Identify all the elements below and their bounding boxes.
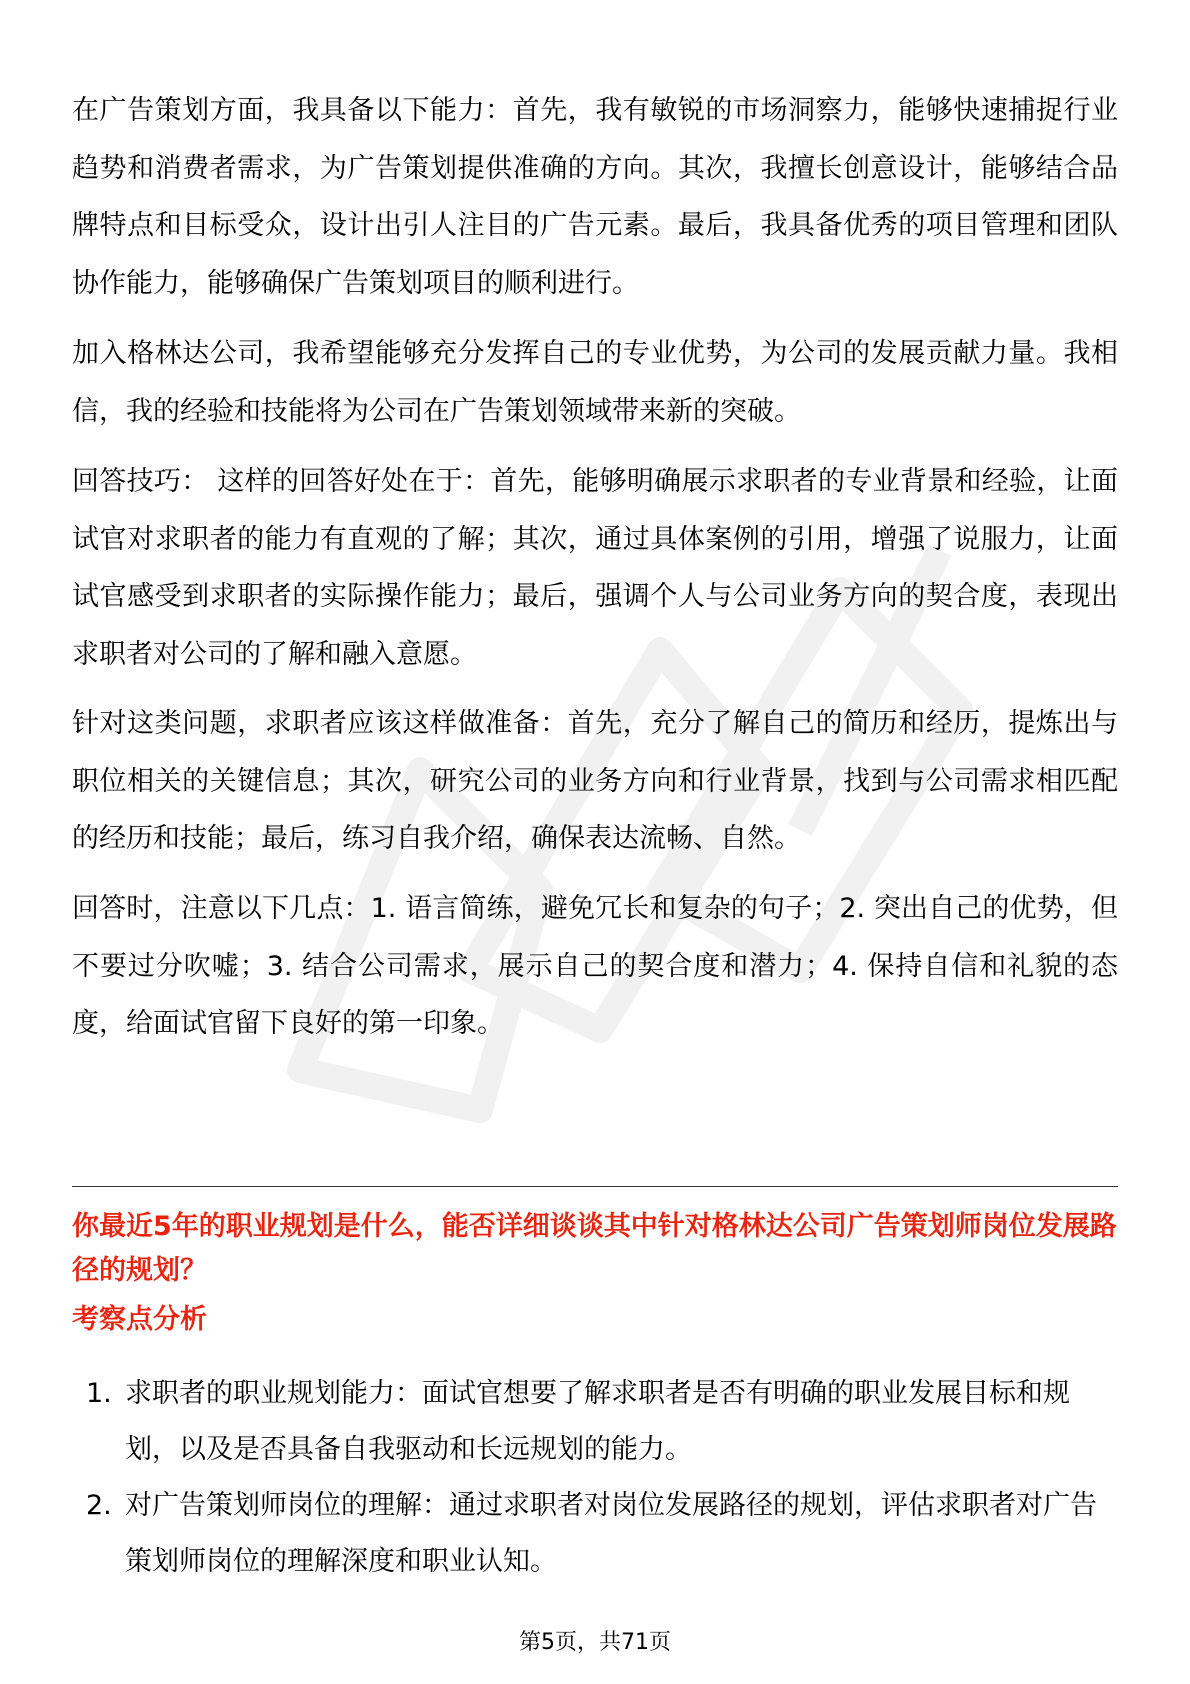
list-item-text: 求职者的职业规划能力：面试官想要了解求职者是否有明确的职业发展目标和规划，以及是否具备自我驱动和长远规划的能力。 xyxy=(125,1378,1070,1465)
paragraph-answer-tips: 回答技巧： 这样的回答好处在于：首先，能够明确展示求职者的专业背景和经验，让面试官对求职者的能力有直观的了解；其次，通过具体案例的引用，增强了说服力，让面试官感受到求职者的实际操作能力；最后，强调个人与公司业务方向的契合度，表现出求职者对公司的了解和融入意愿。 xyxy=(72,466,1118,670)
analysis-heading: 考察点分析 xyxy=(72,1304,207,1335)
analysis-list xyxy=(72,1366,1118,1590)
list-number: 2. xyxy=(86,1490,112,1521)
list-number: 1. xyxy=(86,1378,112,1409)
list-item xyxy=(72,1366,1118,1478)
page-number-footer: 第5页，共71页 xyxy=(519,1630,671,1655)
list-item xyxy=(72,1478,1118,1590)
list-item-text: 对广告策划师岗位的理解：通过求职者对岗位发展路径的规划，评估求职者对广告策划师岗位的理解深度和职业认知。 xyxy=(125,1490,1097,1577)
paragraph-preparation: 针对这类问题，求职者应该这样做准备：首先，充分了解自己的简历和经历，提炼出与职位相关的关键信息；其次，研究公司的业务方向和行业背景，找到与公司需求相匹配的经历和技能；最后，练习自我介绍，确保表达流畅、自然。 xyxy=(72,708,1118,854)
paragraph-ability: 在广告策划方面，我具备以下能力：首先，我有敏锐的市场洞察力，能够快速捕捉行业趋势和消费者需求，为广告策划提供准确的方向。其次，我擅长创意设计，能够结合品牌特点和目标受众，设计出引人注目的广告元素。最后，我具备优秀的项目管理和团队协作能力，能够确保广告策划项目的顺利进行。 xyxy=(72,95,1118,299)
paragraph-join-company: 加入格林达公司，我希望能够充分发挥自己的专业优势，为公司的发展贡献力量。我相信，我的经验和技能将为公司在广告策划领域带来新的突破。 xyxy=(72,338,1118,427)
section-divider xyxy=(72,1186,1118,1187)
paragraph-notes: 回答时，注意以下几点：1. 语言简练，避免冗长和复杂的句子；2. 突出自己的优势，但不要过分吹嘘；3. 结合公司需求，展示自己的契合度和潜力；4. 保持自信和礼貌的态度，给面试官留下良好的第一印象。 xyxy=(72,893,1118,1039)
question-title: 你最近5年的职业规划是什么，能否详细谈谈其中针对格林达公司广告策划师岗位发展路径的规划？ xyxy=(72,1211,1117,1286)
